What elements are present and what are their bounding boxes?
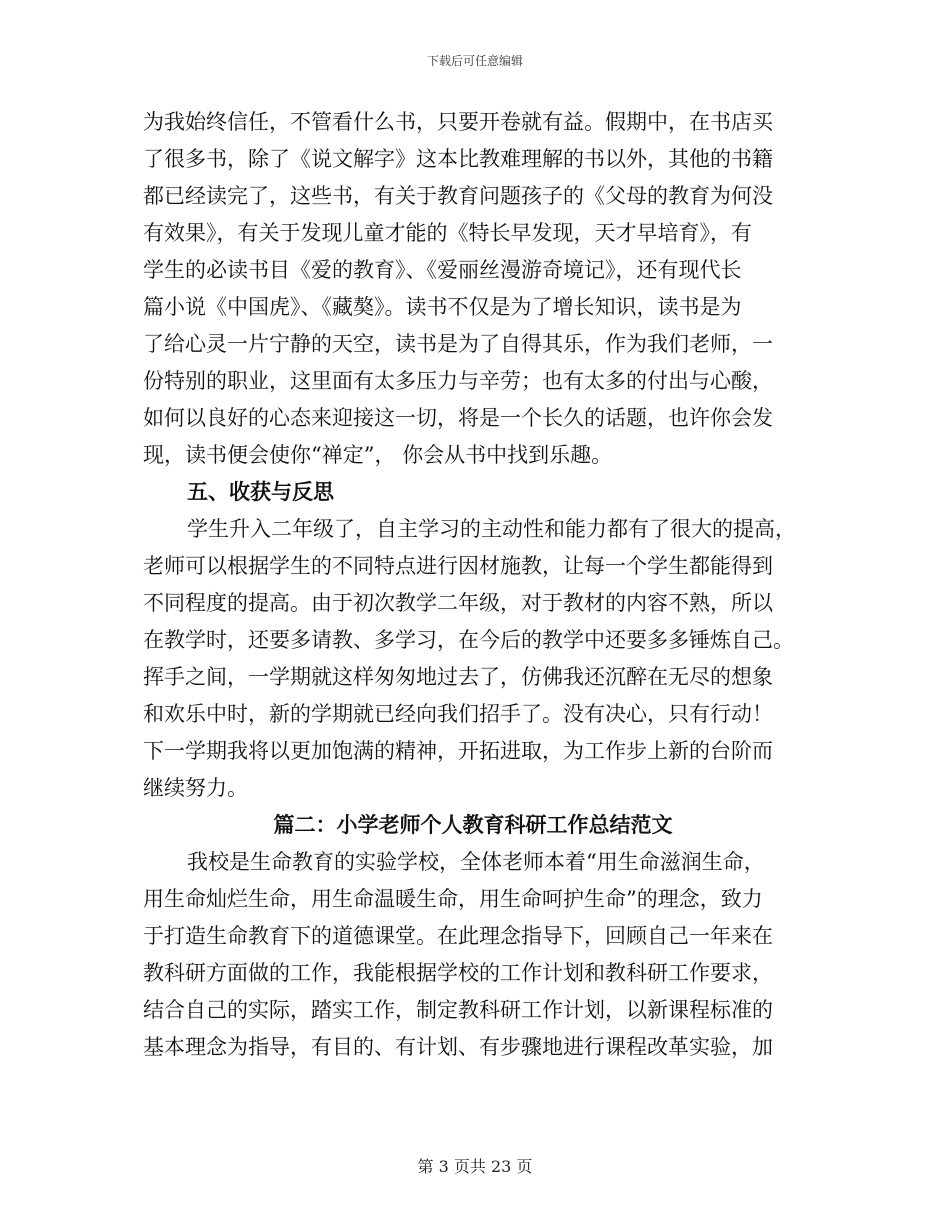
text-line: 教科研方面做的工作，我能根据学校的工作计划和教科研工作要求， (143, 961, 773, 985)
text-line: 了很多书，除了《说文解字》这本比教难理解的书以外，其他的书籍 (143, 147, 773, 171)
text-line: 和欢乐中时，新的学期就已经向我们招手了。没有决心，只有行动！ (143, 702, 773, 726)
document-body (143, 104, 803, 1066)
text-line: 我校是生命教育的实验学校，全体老师本着“用生命滋润生命， (187, 850, 765, 874)
text-line: 结合自己的实际，踏实工作，制定教科研工作计划，以新课程标准的 (143, 998, 773, 1022)
paragraph-harvest (143, 511, 803, 807)
text-line: 继续努力。 (143, 776, 248, 800)
text-line: 基本理念为指导，有目的、有计划、有步骤地进行课程改革实验，加 (143, 1035, 773, 1059)
text-line: 用生命灿烂生命，用生命温暖生命，用生命呵护生命”的理念，致力 (143, 887, 763, 911)
page-header: 下载后可任意编辑 (426, 54, 523, 68)
text-line: 学生升入二年级了，自主学习的主动性和能力都有了很大的提高， (187, 517, 796, 541)
text-line: 学生的必读书目《爱的教育》、《爱丽丝漫游奇境记》，还有现代长 (143, 258, 742, 282)
text-line: 了给心灵一片宁静的天空，读书是为了自得其乐，作为我们老师，一 (143, 332, 773, 356)
section-heading: 五、收获与反思 (187, 480, 334, 504)
text-line: 在教学时，还要多请教、多学习，在今后的教学中还要多多锤炼自己。 (143, 628, 794, 652)
page-number: 第 3 页共 23 页 (417, 1157, 533, 1176)
text-line: 下一学期我将以更加饱满的精神，开拓进取，为工作步上新的台阶而 (143, 739, 773, 763)
text-line: 份特别的职业，这里面有太多压力与辛劳；也有太多的付出与心酸， (143, 369, 773, 393)
text-line: 有效果》，有关于发现儿童才能的《特长早发现，天才早培育》，有 (143, 221, 752, 245)
article-title: 篇二：小学老师个人教育科研工作总结范文 (273, 813, 673, 837)
paragraph-article2 (143, 844, 803, 1066)
text-line: 挥手之间，一学期就这样匆匆地过去了，仿佛我还沉醉在无尽的想象 (143, 665, 773, 689)
text-line: 于打造生命教育下的道德课堂。在此理念指导下，回顾自己一年来在 (143, 924, 773, 948)
text-line: 如何以良好的心态来迎接这一切，将是一个长久的话题，也许你会发 (143, 406, 773, 430)
text-line: 现，读书便会使你“禅定”， 你会从书中找到乐趣。 (143, 443, 613, 467)
text-line: 不同程度的提高。由于初次教学二年级，对于教材的内容不熟，所以 (143, 591, 773, 615)
text-line: 为我始终信任，不管看什么书，只要开卷就有益。假期中，在书店买 (143, 110, 773, 134)
paragraph-reading (143, 104, 803, 474)
text-line: 篇小说《中国虎》、《藏獒》。读书不仅是为了增长知识，读书是为 (143, 295, 742, 319)
text-line: 都已经读完了，这些书，有关于教育问题孩子的《父母的教育为何没 (143, 184, 773, 208)
text-line: 老师可以根据学生的不同特点进行因材施教，让每一个学生都能得到 (143, 554, 773, 578)
